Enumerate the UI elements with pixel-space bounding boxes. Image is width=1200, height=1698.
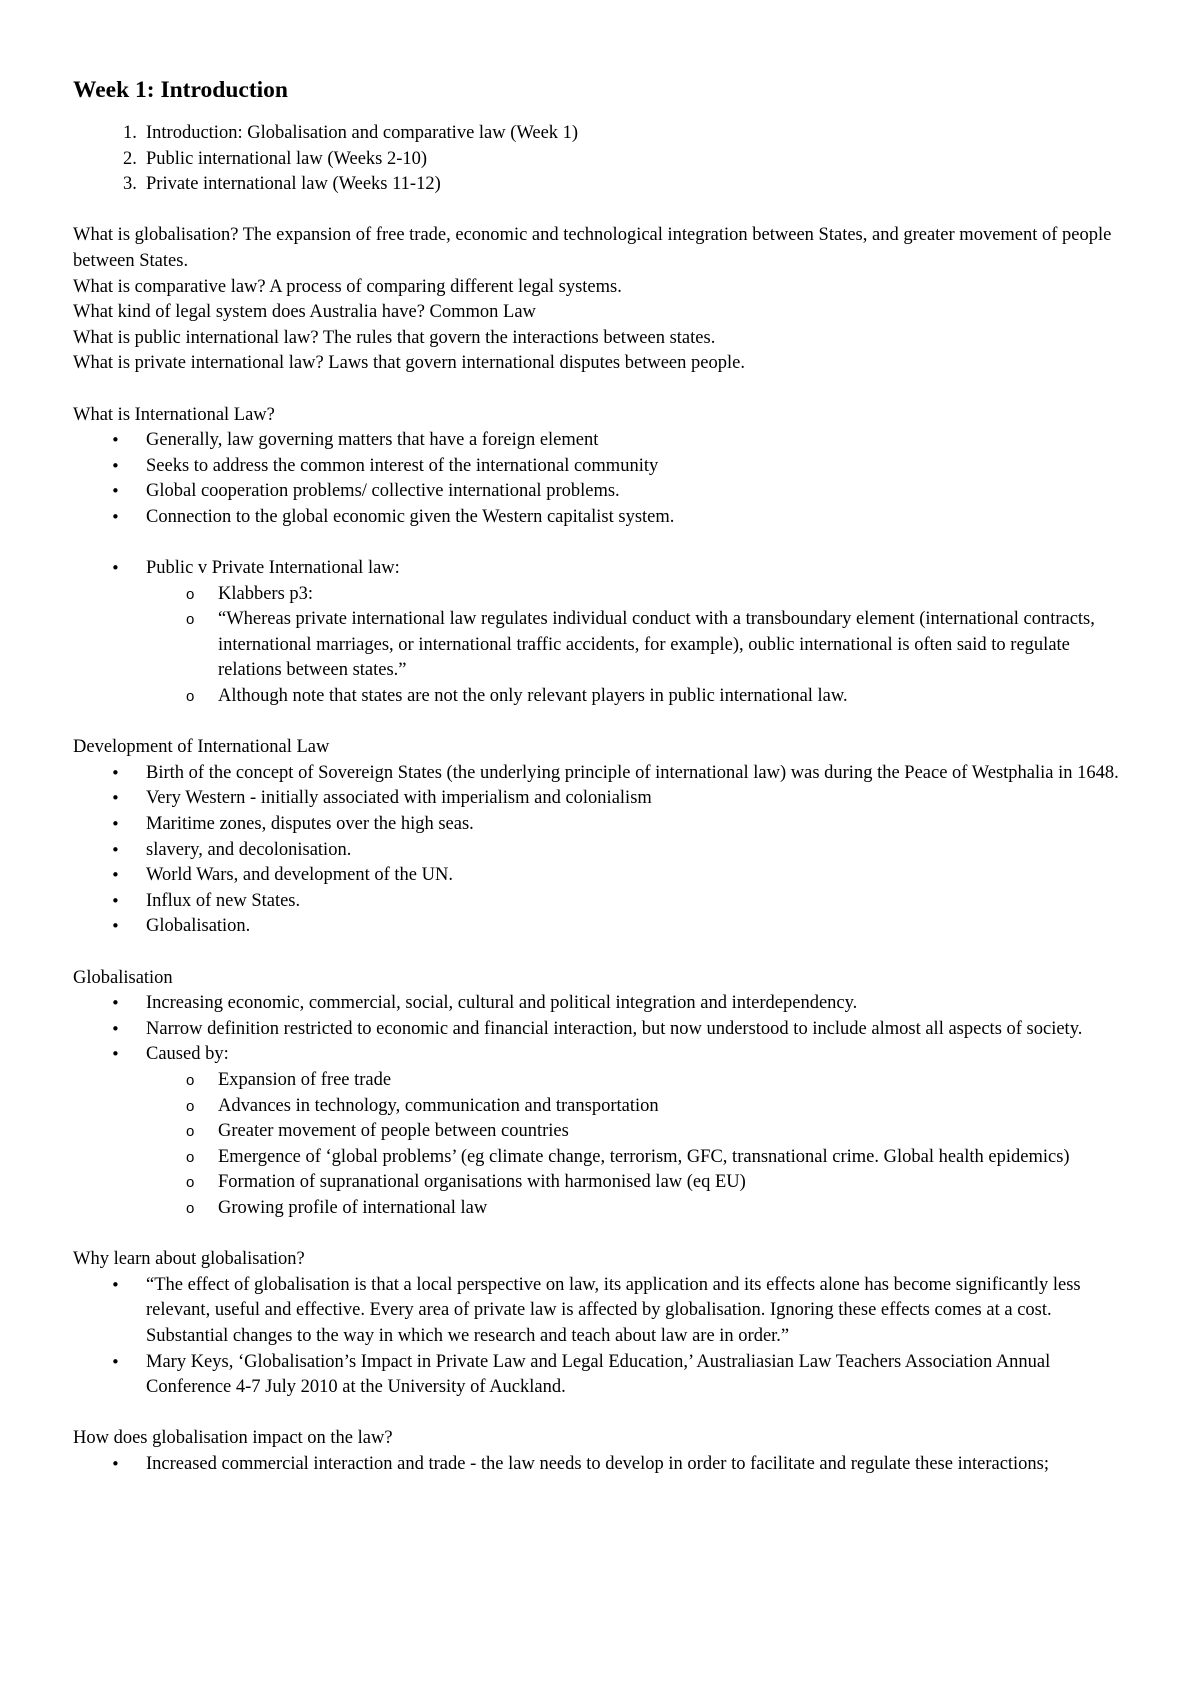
bullet-text: Global cooperation problems/ collective international problems. [146,481,620,502]
circle-bullet-icon: o [186,1071,195,1089]
sub-bullet-item [146,1119,1133,1145]
bullet-item [73,1273,1133,1350]
sub-bullet-text: Greater movement of people between countries [218,1121,569,1142]
bullet-icon: • [111,1045,120,1064]
public-private-bullets [73,556,1133,582]
sub-bullet-item [146,684,1133,710]
sub-bullet-text: Advances in technology, communication and transportation [218,1095,659,1116]
bullet-text: “The effect of globalisation is that a local perspective on law, its application and its effects alone has become significantly less relevant, useful and effective. Every area of private law is affected by globalisation. Ignoring these effects comes at a cost. Substantial changes to the way in which we research and teach about law are in order.” [146,1274,1081,1346]
bullet-item [73,761,1133,787]
public-private-sub-bullets [146,582,1133,710]
bullet-icon: • [111,789,120,808]
sub-bullet-item [146,1196,1133,1222]
circle-bullet-icon: o [186,688,195,706]
bullet-text: Public v Private International law: [146,558,400,579]
bullet-icon: • [111,1454,120,1473]
sub-bullet-text: Klabbers p3: [218,583,314,604]
spacer [73,531,1133,557]
section-heading-globalisation: Globalisation [73,967,173,988]
sub-bullet-text: Emergence of ‘global problems’ (eg climate change, terrorism, GFC, transnational crime. Global health epidemics) [218,1146,1070,1167]
caused-by-sub-bullets [146,1068,1133,1222]
list-number: 3. [123,174,137,195]
document-page [73,74,1133,1477]
section-heading-why-learn: Why learn about globalisation? [73,1249,305,1270]
bullet-item [73,1017,1133,1043]
list-item [73,121,1133,147]
bullet-item [73,914,1133,940]
bullet-item [73,1452,1133,1478]
list-item-text: Introduction: Globalisation and comparative law (Week 1) [146,123,579,143]
sub-bullet-text: Although note that states are not the only relevant players in public international law. [218,686,848,707]
bullet-text: Caused by: [146,1044,229,1065]
development-bullets [73,761,1133,940]
page-title: Week 1: Introduction [73,77,288,103]
definition-paragraph: What is public international law? The rules that govern the interactions between states. [73,327,716,348]
bullet-icon: • [111,456,120,475]
course-outline-list [73,121,1133,198]
sub-bullet-text: “Whereas private international law regulates individual conduct with a transboundary element (international contracts, international marriages, or international traffic accidents, for example), oublic international is often said to regulate relations between states.” [218,609,1095,681]
bullet-icon: • [111,917,120,936]
bullet-text: Seeks to address the common interest of the international community [146,455,659,476]
bullet-icon: • [111,1275,120,1294]
circle-bullet-icon: o [186,585,195,603]
bullet-text: Birth of the concept of Sovereign States (the underlying principle of international law) was during the Peace of Westphalia in 1648. [146,762,1119,783]
bullet-icon: • [111,866,120,885]
bullet-text: Globalisation. [146,916,251,937]
why-learn-bullets [73,1273,1133,1401]
bullet-icon: • [111,482,120,501]
sub-bullet-item [146,1145,1133,1171]
definition-paragraph: What is globalisation? The expansion of free trade, economic and technological integration between States, and greater movement of people between States. [73,225,1112,271]
spacer [73,198,1133,224]
sub-bullet-item [146,1170,1133,1196]
bullet-icon: • [111,840,120,859]
circle-bullet-icon: o [186,1174,195,1192]
definition-paragraph: What kind of legal system does Australia have? Common Law [73,302,536,323]
bullet-icon: • [111,891,120,910]
bullet-item [73,991,1133,1017]
bullet-text: Generally, law governing matters that have a foreign element [146,430,599,451]
circle-bullet-icon: o [186,1123,195,1141]
spacer [73,377,1133,403]
bullet-item [73,889,1133,915]
circle-bullet-icon: o [186,1097,195,1115]
spacer [73,1222,1133,1248]
bullet-icon: • [111,1019,120,1038]
bullet-item [73,812,1133,838]
bullet-icon: • [111,763,120,782]
circle-bullet-icon: o [186,1148,195,1166]
bullet-text: Narrow definition restricted to economic and financial interaction, but now understood to include almost all aspects of society. [146,1018,1083,1039]
sub-bullet-text: Expansion of free trade [218,1069,392,1090]
section-heading-international-law: What is International Law? [73,404,275,425]
bullet-text: Mary Keys, ‘Globalisation’s Impact in Private Law and Legal Education,’ Australiasian Law Teachers Association Annual Conference 4-7 July 2010 at the University of Auckland. [146,1351,1051,1398]
impact-bullets [73,1452,1133,1478]
international-law-bullets [73,428,1133,530]
definitions-block [73,223,1133,377]
bullet-item [73,838,1133,864]
bullet-icon: • [111,1352,120,1371]
bullet-text: slavery, and decolonisation. [146,839,352,860]
bullet-text: Increasing economic, commercial, social, cultural and political integration and interdependency. [146,993,858,1014]
section-heading-impact: How does globalisation impact on the law? [73,1428,393,1449]
bullet-item [73,786,1133,812]
bullet-item [73,1350,1133,1401]
sub-bullet-item [146,607,1133,684]
list-number: 1. [123,123,137,143]
bullet-icon: • [111,815,120,834]
bullet-icon: • [111,431,120,450]
list-item-text: Public international law (Weeks 2-10) [146,148,428,169]
sub-bullet-text: Growing profile of international law [218,1197,488,1218]
sub-bullet-item [146,582,1133,608]
bullet-text: World Wars, and development of the UN. [146,865,453,886]
definition-paragraph: What is comparative law? A process of comparing different legal systems. [73,276,622,297]
sub-bullet-text: Formation of supranational organisations with harmonised law (eq EU) [218,1172,746,1193]
bullet-item [73,556,1133,582]
sub-bullet-item [146,1068,1133,1094]
bullet-icon: • [111,507,120,526]
spacer [73,940,1133,966]
bullet-item [73,454,1133,480]
bullet-text: Connection to the global economic given the Western capitalist system. [146,506,675,527]
spacer [73,710,1133,736]
bullet-item [73,863,1133,889]
sub-bullet-item [146,1094,1133,1120]
bullet-item [73,1042,1133,1068]
list-item [73,172,1133,198]
bullet-text: Maritime zones, disputes over the high seas. [146,814,474,835]
list-item-text: Private international law (Weeks 11-12) [146,174,441,195]
bullet-text: Very Western - initially associated with imperialism and colonialism [146,788,652,809]
bullet-icon: • [111,994,120,1013]
list-number: 2. [123,148,137,169]
bullet-text: Increased commercial interaction and trade - the law needs to develop in order to facilitate and regulate these interactions; [146,1453,1050,1474]
bullet-text: Influx of new States. [146,890,301,911]
list-item [73,147,1133,173]
circle-bullet-icon: o [186,1199,195,1217]
section-heading-development: Development of International Law [73,737,330,758]
spacer [73,1401,1133,1427]
definition-paragraph: What is private international law? Laws that govern international disputes between people. [73,353,745,374]
circle-bullet-icon: o [186,611,195,629]
bullet-item [73,479,1133,505]
globalisation-bullets [73,991,1133,1068]
bullet-item [73,428,1133,454]
bullet-icon: • [111,559,120,578]
bullet-item [73,505,1133,531]
